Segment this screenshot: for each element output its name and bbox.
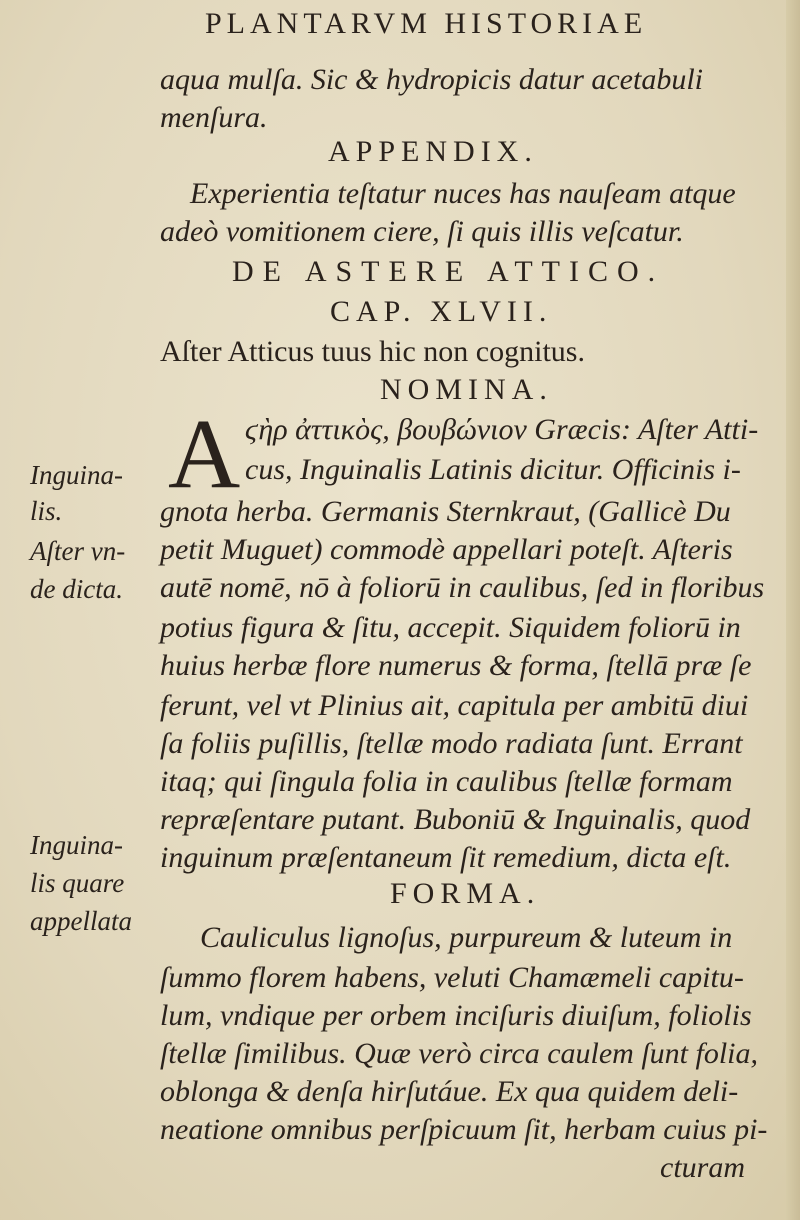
chapter-title: DE ASTERE ATTICO. (232, 255, 665, 288)
text-line: inguinum præſentaneum ſit remedium, dicta eſt. (160, 841, 732, 874)
running-head: PLANTARVM HISTORIAE (205, 7, 648, 40)
text-line: ſtellæ ſimilibus. Quæ verò circa caulem ſunt folia, (160, 1037, 758, 1070)
text-line: petit Muguet) commodè appellari poteſt. Aſteris (160, 533, 733, 566)
text-line: huius herbæ flore numerus & forma, ſtellā præ ſe (160, 649, 752, 682)
margin-note: de dicta. (30, 574, 123, 604)
drop-capital: A (168, 398, 241, 509)
section-heading: APPENDIX. (328, 135, 538, 168)
text-line: ferunt, vel vt Plinius ait, capitula per ambitū diui (160, 689, 749, 722)
text-line: autē nomē, nō à foliorū in caulibus, ſed in floribus (160, 571, 765, 604)
page-edge (786, 0, 800, 1220)
margin-note: lis quare (30, 868, 125, 898)
text-line: gnota herba. Germanis Sternkraut, (Gallicè Du (160, 495, 731, 528)
text-line: itaq; qui ſingula folia in caulibus ſtellæ formam (160, 765, 733, 798)
margin-note: Aſter vn- (30, 536, 126, 566)
text-line: aqua mulſa. Sic & hydropicis datur acetabuli (160, 63, 704, 96)
text-line: potius figura & ſitu, accepit. Siquidem foliorū in (160, 611, 741, 644)
text-line: Cauliculus lignoſus, purpureum & luteum in (200, 921, 733, 954)
text-line: ϛὴρ ἀττικὸς, βουβώνιον Græcis: Aſter Atti- (245, 413, 759, 446)
section-heading: FORMA. (390, 877, 541, 910)
margin-note: appellata (30, 906, 132, 936)
section-heading: NOMINA. (380, 373, 553, 406)
text-line: lum, vndique per orbem inciſuris diuiſum, foliolis (160, 999, 752, 1032)
margin-note: lis. (30, 496, 63, 526)
chapter-number: CAP. XLVII. (330, 295, 553, 328)
text-line: repræſentare putant. Buboniū & Inguinalis, quod (160, 803, 751, 836)
text-line: menſura. (160, 101, 268, 134)
margin-note: Inguina- (30, 460, 123, 490)
text-line: adeò vomitionem ciere, ſi quis illis veſcatur. (160, 215, 684, 248)
text-line: oblonga & denſa hirſutáue. Ex qua quidem deli- (160, 1075, 739, 1108)
margin-note: Inguina- (30, 830, 123, 860)
text-line: ſa foliis puſillis, ſtellæ modo radiata ſunt. Errant (160, 727, 743, 760)
text-line: Aſter Atticus tuus hic non cognitus. (160, 335, 585, 368)
text-line: cus, Inguinalis Latinis dicitur. Officinis i- (245, 453, 741, 486)
catchword: cturam (660, 1151, 745, 1184)
text-line: ſummo florem habens, veluti Chamæmeli capitu- (160, 961, 744, 994)
text-line: Experientia teſtatur nuces has nauſeam atque (190, 177, 736, 210)
text-line: neatione omnibus perſpicuum ſit, herbam cuius pi- (160, 1113, 768, 1146)
